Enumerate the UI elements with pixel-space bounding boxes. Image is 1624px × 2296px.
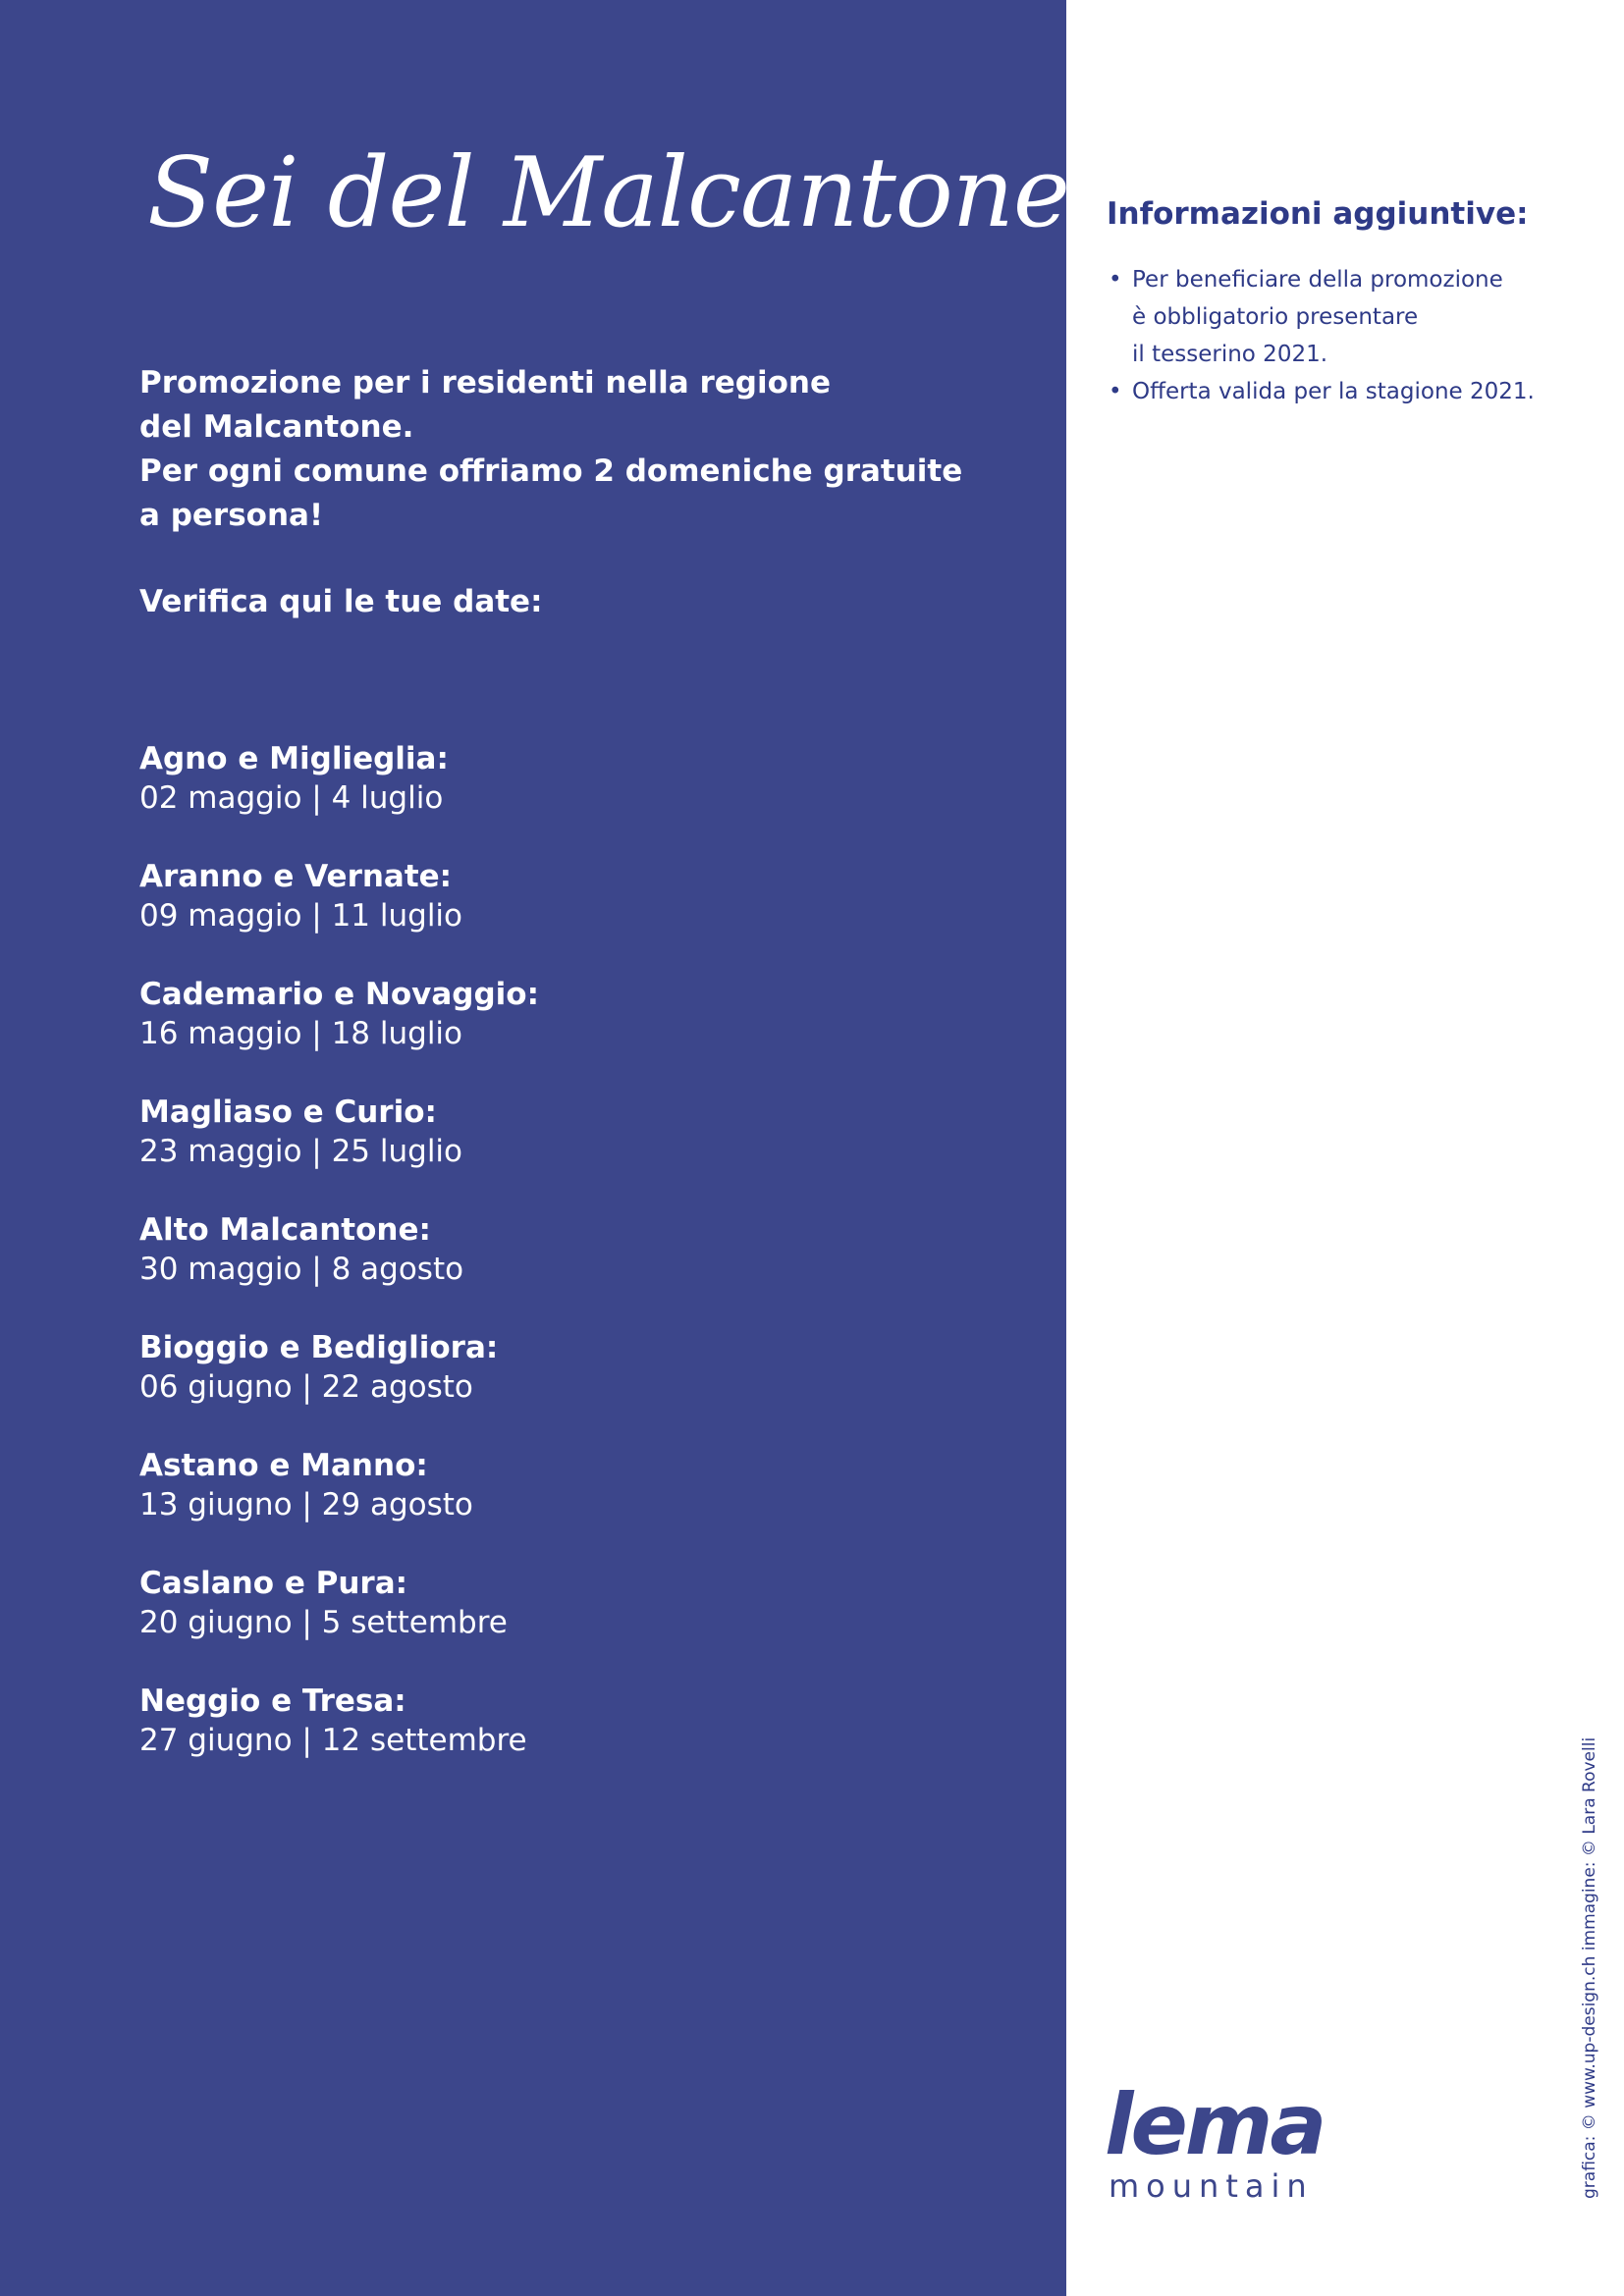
schedule-town: Bioggio e Bedigliora:	[139, 1330, 499, 1365]
info-item	[1107, 261, 1578, 373]
info-item	[1107, 373, 1578, 410]
bullet-icon: •	[1109, 379, 1122, 404]
intro-text	[139, 361, 1023, 538]
info-line: è obbligatorio presentare	[1132, 304, 1419, 330]
schedule-entry	[139, 1682, 1023, 1799]
headline: Sei del Malcantone?	[147, 137, 1120, 249]
lema-mountain-logo	[1105, 2076, 1340, 2209]
schedule-entry	[139, 1446, 1023, 1564]
schedule-entry	[139, 1210, 1023, 1328]
intro-line-1: Promozione per i residenti nella regione	[139, 365, 831, 400]
schedule-dates: 30 maggio | 8 agosto	[139, 1252, 464, 1287]
schedule-town: Alto Malcantone:	[139, 1212, 431, 1248]
schedule-town: Astano e Manno:	[139, 1448, 428, 1483]
schedule-town: Cademario e Novaggio:	[139, 977, 539, 1012]
schedule-entry	[139, 1093, 1023, 1210]
schedule-dates: 13 giugno | 29 agosto	[139, 1487, 473, 1522]
schedule-entry	[139, 857, 1023, 975]
info-line: il tesserino 2021.	[1132, 342, 1328, 367]
intro-line-4: a persona!	[139, 498, 324, 533]
schedule-entry	[139, 1564, 1023, 1682]
info-title: Informazioni aggiuntive:	[1107, 196, 1529, 232]
logo-subtitle: mountain	[1109, 2167, 1314, 2205]
info-line: Offerta valida per la stagione 2021.	[1132, 379, 1535, 404]
info-line: Per beneficiare della promozione	[1132, 267, 1503, 293]
schedule-entry	[139, 1328, 1023, 1446]
info-list	[1107, 261, 1578, 410]
credit-line: grafica: © www.up-design.ch immagine: © Lara Rovelli	[1580, 1736, 1599, 2199]
logo-wordmark: lema	[1105, 2076, 1325, 2174]
schedule-dates: 23 maggio | 25 luglio	[139, 1134, 463, 1169]
schedule-dates: 16 maggio | 18 luglio	[139, 1016, 463, 1051]
schedule-town: Neggio e Tresa:	[139, 1683, 406, 1719]
schedule-list	[139, 739, 1023, 1799]
schedule-entry	[139, 739, 1023, 857]
info-panel	[1107, 196, 1578, 410]
schedule-entry	[139, 975, 1023, 1093]
schedule-town: Aranno e Vernate:	[139, 859, 453, 894]
schedule-dates: 27 giugno | 12 settembre	[139, 1723, 527, 1758]
verify-heading: Verifica qui le tue date:	[139, 584, 543, 619]
schedule-town: Caslano e Pura:	[139, 1566, 408, 1601]
schedule-town: Magliaso e Curio:	[139, 1095, 437, 1130]
schedule-dates: 09 maggio | 11 luglio	[139, 898, 463, 934]
intro-line-2: del Malcantone.	[139, 409, 414, 445]
schedule-dates: 06 giugno | 22 agosto	[139, 1369, 473, 1405]
intro-line-3: Per ogni comune offriamo 2 domeniche gratuite	[139, 454, 963, 489]
schedule-dates: 02 maggio | 4 luglio	[139, 780, 444, 816]
schedule-town: Agno e Miglieglia:	[139, 741, 449, 776]
bullet-icon: •	[1109, 267, 1122, 293]
schedule-dates: 20 giugno | 5 settembre	[139, 1605, 508, 1640]
